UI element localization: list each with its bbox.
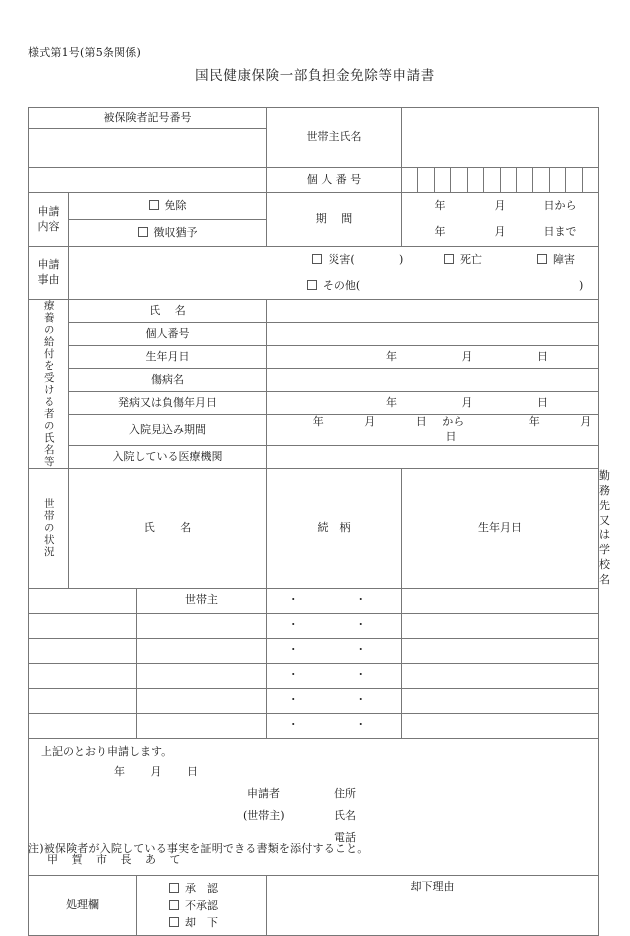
table-row — [29, 108, 599, 129]
household-cell-workplace[interactable] — [402, 688, 599, 713]
household-cell-name[interactable] — [29, 663, 137, 688]
form-note: 注)被保険者が入院している事実を証明できる書類を添付すること。 — [28, 842, 369, 855]
recipient-disease-label: 傷病名 — [69, 369, 267, 392]
treatment-recipient-vertical-label — [29, 300, 69, 469]
application-reason-label-line2: 事由 — [37, 273, 60, 286]
checkbox-icon[interactable] — [312, 254, 322, 264]
declaration-date-line: 年 月 日 — [114, 764, 198, 778]
household-cell-name[interactable] — [29, 638, 137, 663]
table-row: 世帯の状況 氏 名 続 柄 生年月日 勤務先又は学校名 — [29, 469, 599, 589]
number-cell[interactable] — [582, 168, 598, 192]
treatment-recipient-label-text: 療養の給付を受ける者の氏名等 — [42, 300, 55, 468]
household-cell-birthdate[interactable]: ・ ・ — [267, 588, 402, 613]
number-cell[interactable] — [483, 168, 499, 192]
individual-number-cells — [402, 168, 598, 192]
onset-day: 日 — [537, 395, 549, 409]
period-from-suffix: から — [442, 415, 465, 429]
insured-symbol-number-extra — [29, 168, 267, 193]
period-to-month: 月 — [494, 225, 506, 239]
insured-symbol-number-label: 被保険者記号番号 — [29, 108, 267, 129]
option-deferral[interactable] — [69, 220, 267, 247]
household-cell-relation[interactable] — [137, 688, 267, 713]
addressee: 甲 賀 市 長 あ て — [47, 852, 186, 866]
recipient-name-input[interactable] — [267, 300, 599, 323]
option-approved-label: 承 認 — [185, 881, 218, 895]
checkbox-icon[interactable] — [149, 200, 159, 210]
option-rejected-label: 却 下 — [185, 915, 218, 929]
reason-row-primary — [69, 247, 599, 274]
table-row — [29, 247, 599, 274]
table-row — [29, 713, 599, 738]
recipient-hospital-period-input[interactable] — [267, 415, 599, 446]
name-label: 氏名 — [334, 808, 356, 822]
household-cell-birthdate[interactable]: ・ ・ — [267, 688, 402, 713]
recipient-hospital-period-label: 入院見込み期間 — [69, 415, 267, 446]
number-cell[interactable] — [500, 168, 516, 192]
number-cell[interactable] — [450, 168, 466, 192]
number-cell[interactable] — [549, 168, 565, 192]
period-to-year: 年 — [434, 225, 446, 239]
table-row — [29, 323, 599, 346]
recipient-onset-date-input[interactable] — [267, 392, 599, 415]
option-not-approved-label: 不承認 — [185, 898, 218, 912]
table-row — [29, 588, 599, 613]
period-from-month: 月 — [364, 415, 376, 429]
application-content-label-line2: 内容 — [37, 219, 60, 233]
option-disability-label: 障害 — [553, 252, 575, 266]
household-header-name: 氏 名 — [69, 469, 267, 589]
option-disaster-close: ) — [399, 252, 404, 266]
household-cell-relation[interactable] — [137, 613, 267, 638]
application-content-label-line1: 申請 — [37, 204, 60, 218]
option-exemption-label: 免除 — [164, 198, 187, 212]
table-row — [29, 346, 599, 369]
option-exemption[interactable] — [69, 193, 267, 220]
household-cell-workplace[interactable] — [402, 613, 599, 638]
household-cell-relation[interactable] — [137, 713, 267, 738]
household-cell-name[interactable] — [29, 588, 137, 613]
checkbox-icon[interactable] — [444, 254, 454, 264]
period-from-year: 年 — [434, 198, 446, 212]
option-death-label: 死亡 — [460, 252, 482, 266]
application-reason-label — [29, 247, 69, 300]
table-row — [29, 445, 599, 468]
period-value[interactable] — [402, 193, 599, 247]
table-row — [29, 663, 599, 688]
table-row — [29, 415, 599, 446]
period-label: 期 間 — [267, 193, 402, 247]
checkbox-icon[interactable] — [307, 280, 317, 290]
household-header-birthdate: 生年月日 — [402, 469, 599, 589]
option-disability[interactable] — [537, 253, 575, 268]
application-reason-label-line1: 申請 — [37, 258, 60, 272]
recipient-medical-institution-input[interactable] — [267, 445, 599, 468]
household-cell-workplace[interactable] — [402, 638, 599, 663]
period-to-day: 日 — [445, 430, 457, 444]
checkbox-icon[interactable] — [169, 917, 179, 927]
recipient-individual-number-label: 個人番号 — [69, 323, 267, 346]
number-cell[interactable] — [532, 168, 548, 192]
birthdate-day: 日 — [537, 349, 549, 363]
individual-number-grid[interactable] — [402, 168, 599, 193]
household-cell-birthdate[interactable]: ・ ・ — [267, 663, 402, 688]
period-from — [402, 199, 598, 214]
period-to-year: 年 — [528, 415, 540, 429]
household-cell-relation[interactable]: 世帯主 — [137, 588, 267, 613]
household-cell-workplace[interactable] — [402, 713, 599, 738]
table-row — [29, 392, 599, 415]
form-number: 様式第1号(第5条関係) — [28, 46, 141, 59]
checkbox-icon[interactable] — [537, 254, 547, 264]
recipient-name-label: 氏 名 — [69, 300, 267, 323]
period-to-month: 月 — [580, 415, 592, 429]
onset-year: 年 — [386, 395, 398, 409]
household-cell-name[interactable] — [29, 688, 137, 713]
recipient-disease-input[interactable] — [267, 369, 599, 392]
table-row — [29, 369, 599, 392]
declaration-statement: 上記のとおり申請します。 — [41, 744, 173, 758]
table-row — [29, 193, 599, 220]
number-cell[interactable] — [434, 168, 450, 192]
application-form-table — [28, 107, 611, 936]
period-from-day: 日から — [543, 198, 577, 212]
processing-options — [137, 875, 267, 935]
period-to — [402, 225, 598, 240]
household-cell-relation[interactable] — [137, 663, 267, 688]
household-status-label-text: 世帯の状況 — [42, 498, 55, 559]
householder-name-label: 世帯主氏名 — [267, 108, 402, 168]
household-cell-workplace[interactable] — [402, 663, 599, 688]
recipient-birthdate-input[interactable] — [267, 346, 599, 369]
insured-symbol-number-input[interactable] — [29, 129, 267, 168]
processing-row — [29, 875, 599, 935]
period-lines — [402, 189, 598, 250]
table-row — [29, 273, 599, 300]
number-cell[interactable] — [417, 168, 433, 192]
period-from-day: 日 — [415, 415, 427, 429]
birthdate-year: 年 — [386, 349, 398, 363]
table-row — [29, 688, 599, 713]
recipient-individual-number-grid[interactable] — [267, 323, 599, 346]
page-title: 国民健康保険一部負担金免除等申請書 — [195, 68, 435, 84]
option-disaster-label: 災害( — [328, 252, 355, 266]
option-other[interactable] — [307, 279, 360, 292]
phone-label: 電話 — [334, 830, 356, 844]
option-approved[interactable] — [169, 880, 266, 897]
table-row — [29, 168, 599, 193]
individual-number-label: 個 人 番 号 — [267, 168, 402, 193]
option-death[interactable] — [444, 253, 482, 268]
checkbox-icon[interactable] — [169, 883, 179, 893]
period-from-month: 月 — [494, 198, 506, 212]
option-not-approved[interactable] — [169, 897, 266, 914]
checkbox-icon[interactable] — [169, 900, 179, 910]
household-header-relation: 続 柄 — [267, 469, 402, 589]
household-cell-workplace[interactable] — [402, 588, 599, 613]
period-from-year: 年 — [312, 415, 324, 429]
birthdate-month: 月 — [461, 349, 473, 363]
householder-name-input[interactable] — [402, 108, 599, 168]
number-cell[interactable] — [402, 168, 417, 192]
option-other-label: その他( — [322, 278, 361, 292]
onset-month: 月 — [461, 395, 473, 409]
recipient-birthdate-label: 生年月日 — [69, 346, 267, 369]
table-row — [29, 638, 599, 663]
household-cell-birthdate[interactable]: ・ ・ — [267, 713, 402, 738]
household-cell-relation[interactable] — [137, 638, 267, 663]
option-rejected[interactable] — [169, 914, 266, 931]
recipient-medical-institution-label: 入院している医療機関 — [69, 445, 267, 468]
option-deferral-label: 徴収猶予 — [153, 225, 198, 239]
application-content-label — [29, 193, 69, 247]
household-cell-name[interactable] — [29, 713, 137, 738]
period-to-day: 日まで — [543, 225, 577, 239]
household-cell-birthdate[interactable]: ・ ・ — [267, 613, 402, 638]
rejection-reason[interactable]: 却下理由 — [267, 875, 599, 935]
recipient-onset-date-label: 発病又は負傷年月日 — [69, 392, 267, 415]
table-row — [29, 613, 599, 638]
address-label: 住所 — [334, 786, 356, 800]
option-other-close: ) — [579, 278, 584, 292]
household-status-vertical-label — [29, 469, 69, 589]
applicant-label: 申請者 — [247, 786, 280, 800]
option-disaster[interactable] — [312, 253, 354, 266]
table-row — [29, 300, 599, 323]
processing-label: 処理欄 — [29, 875, 137, 935]
checkbox-icon[interactable] — [138, 227, 148, 237]
household-cell-birthdate[interactable]: ・ ・ — [267, 638, 402, 663]
number-cell[interactable] — [516, 168, 532, 192]
household-cell-name[interactable] — [29, 613, 137, 638]
number-cell[interactable] — [467, 168, 483, 192]
number-cell[interactable] — [565, 168, 581, 192]
householder-label: (世帯主) — [243, 808, 285, 822]
reason-row-other — [69, 273, 599, 300]
